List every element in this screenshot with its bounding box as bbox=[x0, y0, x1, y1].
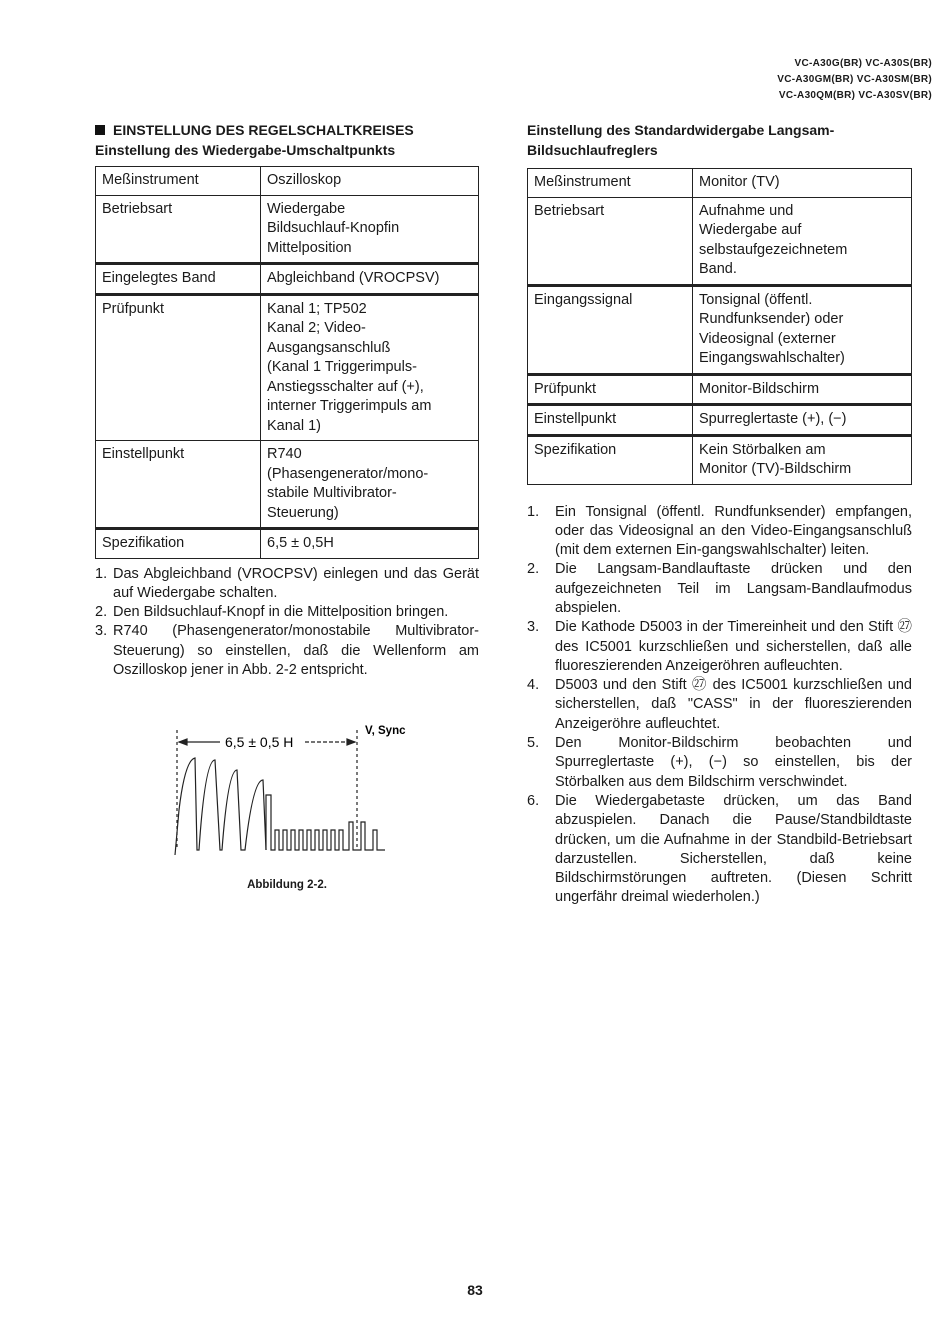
table-row: Prüfpunkt Kanal 1; TP502 Kanal 2; Video- Ausgangsanschluß (Kanal 1 Triggerimpuls- Anstiegsschalter auf (+), interner Triggerimpuls am Kanal 1) bbox=[96, 294, 479, 441]
table-row: Eingangssignal Tonsignal (öffentl. Rundfunksender) oder Videosignal (externer Eingangswahlschalter) bbox=[528, 285, 912, 374]
table-row: Eingelegtes Band Abgleichband (VROCPSV) bbox=[96, 264, 479, 295]
list-item: 3. Die Kathode D5003 in der Timereinheit und den Stift ㉗ des IC5001 kurzschließen und sicherstellen, daß alle fluoreszierenden Anzeigeröhren aufleuchten. bbox=[527, 619, 912, 674]
model-line: VC-A30QM(BR) VC-A30SV(BR) bbox=[778, 90, 932, 101]
model-line: VC-A30G(BR) VC-A30S(BR) bbox=[794, 58, 932, 69]
section-subheading: Einstellung des Wiedergabe-Umschaltpunkts bbox=[95, 142, 396, 158]
table-row: Einstellpunkt R740 (Phasengenerator/mono- stabile Multivibrator- Steuerung) bbox=[96, 441, 479, 529]
list-item: 2. Den Bildsuchlauf-Knopf in die Mittelposition bringen. bbox=[95, 604, 449, 621]
list-item: 2. Die Langsam-Bandlauftaste drücken und den aufgezeichneten Teil im Langsam-Bandlaufmodus abspielen. bbox=[527, 561, 912, 616]
right-column bbox=[527, 120, 912, 908]
waveform-figure bbox=[95, 700, 479, 892]
list-item: 4. D5003 und den Stift ㉗ des IC5001 kurzschließen und sicherstellen, daß "CASS" in der fluoreszierenden Anzeigeröhre aufleuchtet. bbox=[527, 677, 912, 732]
section-heading: Einstellung des Standardwidergabe Langsam-Bildsuchlaufreglers bbox=[527, 122, 835, 158]
table-row: Meßinstrument Oszilloskop bbox=[96, 167, 479, 196]
list-item: 5. Den Monitor-Bildschirm beobachten und Spurreglertaste (+), (−) so einstellen, bis der Störbalken aus dem Bildschirm verschwindet. bbox=[527, 735, 912, 790]
table-row: Betriebsart Aufnahme und Wiedergabe auf selbstaufgezeichnetem Band. bbox=[528, 197, 912, 285]
sync-label: V, Sync bbox=[365, 725, 406, 738]
list-item: 1. Ein Tonsignal (öffentl. Rundfunksender) empfangen, oder das Videosignal an den Video-Eingangsanschluß (mit dem externen Ein-gangswahlschalter) leiten. bbox=[527, 503, 912, 559]
page-number: 83 bbox=[467, 1282, 483, 1298]
width-label: 6,5 ± 0,5 H bbox=[225, 734, 294, 751]
model-line: VC-A30GM(BR) VC-A30SM(BR) bbox=[777, 74, 932, 85]
section-heading: EINSTELLUNG DES REGELSCHALTKREISES bbox=[95, 120, 479, 140]
spec-table-left bbox=[95, 166, 479, 559]
steps-right bbox=[527, 503, 912, 908]
table-row: Meßinstrument Monitor (TV) bbox=[528, 169, 912, 198]
table-row: Prüfpunkt Monitor-Bildschirm bbox=[528, 374, 912, 405]
list-item: 3. R740 (Phasengenerator/monostabile Multivibrator-Steuerung) so einstellen, daß die Wellenform am Oszilloskop jener in Abb. 2-2 entspricht. bbox=[95, 623, 479, 678]
list-item: 1. Das Abgleichband (VROCPSV) einlegen und das Gerät auf Wiedergabe schalten. bbox=[95, 565, 479, 601]
figure-caption: Abbildung 2-2. bbox=[247, 879, 327, 892]
list-item: 6. Die Wiedergabetaste drücken, um das Band abzuspielen. Danach die Pause/Standbildtaste drücken, um die Aufnahme in der Standbild-Betriebsart darzustellen. Sicherstellen, daß keine Bildschirmstörungen auftreten. (Diesen Schritt ungerfähr dreimal wiederholen.) bbox=[527, 792, 912, 906]
table-row: Betriebsart Wiedergabe Bildsuchlauf-Knopfin Mittelposition bbox=[96, 195, 479, 264]
table-row: Spezifikation 6,5 ± 0,5H bbox=[96, 529, 479, 559]
left-column bbox=[95, 120, 479, 892]
steps-left bbox=[95, 565, 479, 681]
model-list bbox=[777, 56, 932, 104]
spec-table-right bbox=[527, 168, 912, 485]
waveform-diagram bbox=[95, 700, 479, 870]
table-row: Einstellpunkt Spurreglertaste (+), (−) bbox=[528, 405, 912, 436]
square-bullet-icon bbox=[95, 125, 105, 135]
table-row: Spezifikation Kein Störbalken am Monitor (TV)-Bildschirm bbox=[528, 435, 912, 484]
